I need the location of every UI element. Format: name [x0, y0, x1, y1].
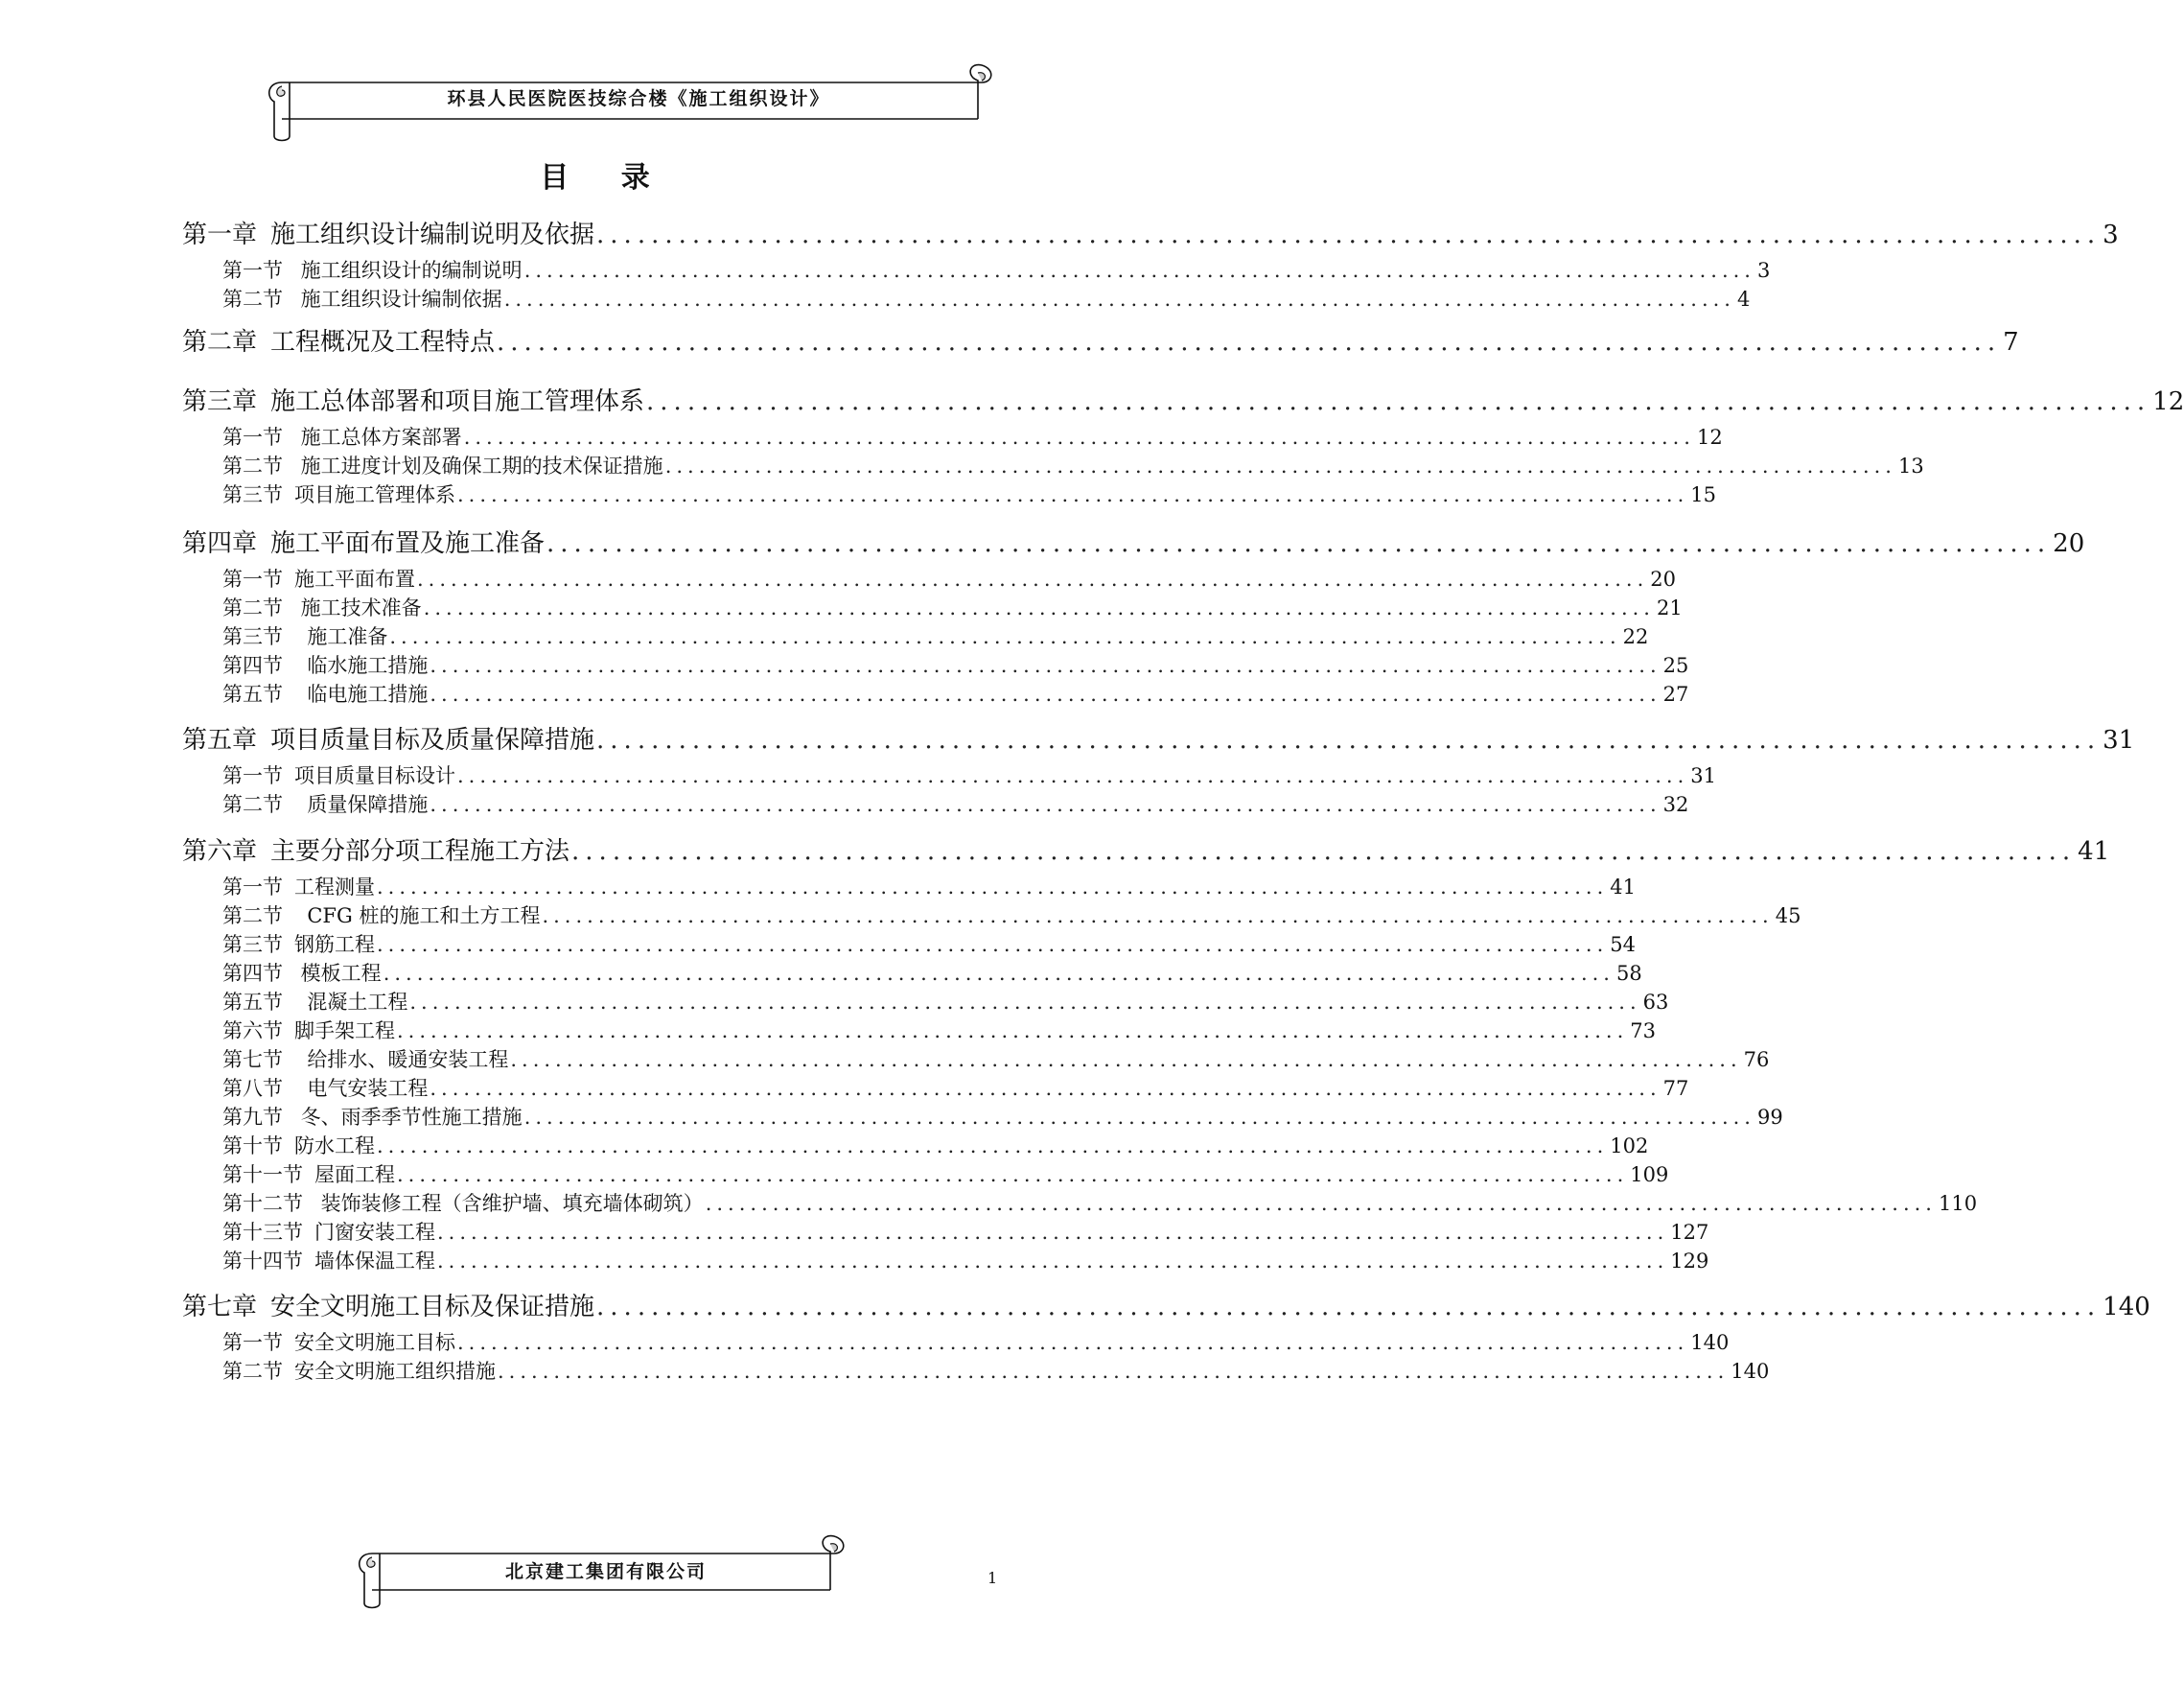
toc-entry-label: 施工技术准备: [294, 596, 422, 619]
toc-dot-leader: ..............................................................................................................: [596, 1293, 2102, 1321]
toc-page-number: 73: [1630, 1019, 1657, 1042]
toc-entry-number: 第八节: [222, 1077, 283, 1100]
toc-entry-label: 冬、雨季季节性施工措施: [294, 1106, 523, 1129]
toc-page-number: 15: [1690, 483, 1717, 506]
toc-entry-number: 第一节: [222, 764, 283, 787]
toc-section-entry[interactable]: [222, 593, 1683, 621]
toc-entry-label: 施工总体部署和项目施工管理体系: [270, 387, 645, 416]
toc-entry-number: 第二章: [182, 328, 258, 357]
toc-section-entry[interactable]: [222, 422, 1723, 451]
toc-entry-number: 第一节: [222, 1331, 283, 1354]
toc-entry-label: 临水施工措施: [294, 654, 429, 677]
toc-entry-label: 装饰装修工程（含维护墙、填充墙体砌筑）: [314, 1192, 704, 1215]
toc-chapter-entry[interactable]: [182, 382, 2184, 417]
toc-section-entry[interactable]: [222, 1327, 1730, 1356]
toc-page-number: 21: [1656, 596, 1683, 619]
toc-dot-leader: ..............................................................................................................: [457, 1331, 1689, 1354]
toc-page-number: 63: [1642, 991, 1669, 1014]
footer-company-name: 北京建工集团有限公司: [504, 1561, 707, 1582]
toc-entry-label: 防水工程: [294, 1134, 375, 1157]
toc-dot-leader: ..............................................................................................................: [437, 1221, 1669, 1244]
toc-entry-number: 第十三节: [222, 1221, 303, 1244]
toc-dot-leader: ..............................................................................................................: [523, 259, 1755, 282]
footer-banner: [351, 1530, 848, 1607]
toc-page-number: 32: [1662, 793, 1689, 816]
document-header-title: 环县人民医院医技综合楼《施工组织设计》: [447, 88, 830, 109]
toc-section-entry[interactable]: [222, 621, 1649, 650]
toc-entry-number: 第二节: [222, 1360, 283, 1383]
toc-entry-number: 第十节: [222, 1134, 283, 1157]
toc-entry-label: 安全文明施工目标及保证措施: [270, 1293, 595, 1321]
toc-page-number: 27: [1662, 683, 1689, 706]
toc-page-number: 3: [2103, 221, 2119, 249]
toc-entry-number: 第四节: [222, 654, 283, 677]
toc-entry-label: 墙体保温工程: [314, 1250, 435, 1273]
toc-entry-label: 施工总体方案部署: [294, 426, 462, 449]
toc-dot-leader: ..............................................................................................................: [498, 1360, 1730, 1383]
toc-page-number: 41: [1610, 876, 1637, 899]
toc-dot-leader: ..............................................................................................................: [571, 837, 2077, 866]
toc-page-number: 109: [1630, 1163, 1669, 1186]
toc-section-entry[interactable]: [222, 284, 1751, 313]
toc-page-number: 20: [1650, 568, 1677, 591]
toc-section-entry[interactable]: [222, 1356, 1770, 1385]
toc-dot-leader: ..............................................................................................................: [457, 764, 1689, 787]
toc-dot-leader: ..............................................................................................................: [417, 568, 1649, 591]
toc-entry-label: 施工组织设计的编制说明: [294, 259, 523, 282]
toc-page-number: 140: [1690, 1331, 1730, 1354]
toc-entry-number: 第一节: [222, 568, 283, 591]
toc-dot-leader: ..............................................................................................................: [423, 596, 1655, 619]
toc-dot-leader: ..............................................................................................................: [463, 426, 1695, 449]
toc-entry-number: 第十一节: [222, 1163, 303, 1186]
toc-dot-leader: ..............................................................................................................: [503, 288, 1735, 311]
toc-page-number: 20: [2053, 529, 2085, 558]
toc-entry-number: 第二节: [222, 288, 283, 311]
toc-entry-number: 第五节: [222, 991, 283, 1014]
toc-entry-number: 第二节: [222, 596, 283, 619]
toc-entry-label: 项目质量目标及质量保障措施: [270, 726, 595, 755]
toc-entry-label: 安全文明施工目标: [294, 1331, 455, 1354]
toc-entry-number: 第六节: [222, 1019, 283, 1042]
toc-entry-label: 门窗安装工程: [314, 1221, 435, 1244]
toc-section-entry[interactable]: [222, 679, 1689, 708]
toc-dot-leader: ..............................................................................................................: [646, 387, 2151, 416]
toc-entry-number: 第二节: [222, 904, 283, 927]
toc-entry-label: 施工组织设计编制依据: [294, 288, 502, 311]
toc-entry-label: 工程测量: [294, 876, 375, 899]
toc-entry-label: 施工组织设计编制说明及依据: [270, 221, 595, 249]
toc-entry-label: 施工平面布置: [294, 568, 415, 591]
toc-entry-number: 第二节: [222, 793, 283, 816]
page-number: 1: [987, 1569, 998, 1587]
toc-page-number: 7: [2003, 328, 2019, 357]
toc-page-number: 140: [1731, 1360, 1770, 1383]
toc-entry-number: 第一节: [222, 259, 283, 282]
toc-section-entry[interactable]: [222, 1044, 1770, 1073]
toc-page-number: 99: [1756, 1106, 1783, 1129]
toc-section-entry[interactable]: [222, 255, 1771, 284]
toc-page-number: 12: [1696, 426, 1723, 449]
toc-entry-number: 第七节: [222, 1048, 283, 1071]
toc-entry-number: 第三节: [222, 483, 283, 506]
toc-entry-label: 模板工程: [294, 962, 382, 985]
toc-page-number: 110: [1938, 1192, 1978, 1215]
toc-page-number: 31: [2103, 726, 2135, 755]
toc-entry-number: 第一节: [222, 426, 283, 449]
toc-dot-leader: ..............................................................................................................: [437, 1250, 1669, 1273]
toc-dot-leader: ..............................................................................................................: [383, 962, 1615, 985]
toc-page-number: 25: [1662, 654, 1689, 677]
toc-entry-label: 临电施工措施: [294, 683, 429, 706]
toc-entry-label: 脚手架工程: [294, 1019, 395, 1042]
toc-section-entry[interactable]: [222, 1131, 1649, 1159]
toc-dot-leader: ..............................................................................................................: [705, 1192, 1937, 1215]
toc-dot-leader: ..............................................................................................................: [377, 1134, 1609, 1157]
toc-entry-label: 施工平面布置及施工准备: [270, 529, 546, 558]
toc-dot-leader: ..............................................................................................................: [542, 904, 1774, 927]
toc-entry-number: 第十四节: [222, 1250, 303, 1273]
toc-dot-leader: ..............................................................................................................: [430, 1077, 1661, 1100]
toc-dot-leader: ..............................................................................................................: [377, 876, 1609, 899]
toc-section-entry[interactable]: [222, 1102, 1783, 1131]
toc-dot-leader: ..............................................................................................................: [430, 654, 1661, 677]
toc-entry-number: 第一节: [222, 876, 283, 899]
toc-dot-leader: ..............................................................................................................: [596, 221, 2102, 249]
toc-section-entry[interactable]: [222, 987, 1669, 1016]
toc-entry-label: 混凝土工程: [294, 991, 408, 1014]
toc-page-number: 129: [1670, 1250, 1709, 1273]
toc-dot-leader: ..............................................................................................................: [430, 793, 1661, 816]
toc-section-entry[interactable]: [222, 479, 1717, 508]
toc-entry-label: 屋面工程: [314, 1163, 395, 1186]
toc-page-number: 58: [1615, 962, 1642, 985]
toc-section-entry[interactable]: [222, 1217, 1709, 1246]
toc-section-entry[interactable]: [222, 1016, 1657, 1044]
toc-chapter-entry[interactable]: [182, 1287, 2150, 1322]
toc-section-entry[interactable]: [222, 650, 1689, 679]
toc-section-entry[interactable]: [222, 929, 1637, 958]
toc-chapter-entry[interactable]: [182, 831, 2110, 867]
toc-section-entry[interactable]: [222, 1188, 1978, 1217]
toc-entry-label: 项目质量目标设计: [294, 764, 455, 787]
toc-chapter-entry[interactable]: [182, 322, 2019, 358]
toc-entry-label: 质量保障措施: [294, 793, 429, 816]
toc-section-entry[interactable]: [222, 789, 1689, 818]
toc-section-entry[interactable]: [222, 1073, 1689, 1102]
toc-entry-label: 主要分部分项工程施工方法: [270, 837, 570, 866]
page-title: 目 录: [540, 161, 671, 195]
toc-entry-number: 第七章: [182, 1293, 258, 1321]
toc-page-number: 4: [1736, 288, 1751, 311]
toc-entry-number: 第四节: [222, 962, 283, 985]
toc-page-number: 22: [1622, 625, 1649, 648]
toc-chapter-entry[interactable]: [182, 215, 2119, 250]
toc-section-entry[interactable]: [222, 872, 1637, 900]
header-banner: [261, 63, 997, 140]
toc-entry-number: 第二节: [222, 455, 283, 478]
toc-chapter-entry[interactable]: [182, 524, 2085, 559]
toc-entry-label: 安全文明施工组织措施: [294, 1360, 496, 1383]
toc-page-number: 54: [1610, 933, 1637, 956]
toc-dot-leader: ..............................................................................................................: [397, 1163, 1629, 1186]
toc-page-number: 140: [2103, 1293, 2150, 1321]
toc-dot-leader: ..............................................................................................................: [457, 483, 1689, 506]
toc-dot-leader: ..............................................................................................................: [389, 625, 1621, 648]
toc-entry-number: 第五章: [182, 726, 258, 755]
toc-entry-label: 给排水、暖通安装工程: [294, 1048, 509, 1071]
toc-page-number: 77: [1662, 1077, 1689, 1100]
toc-dot-leader: ..............................................................................................................: [497, 328, 2002, 357]
toc-page-number: 13: [1897, 455, 1924, 478]
toc-page-number: 31: [1690, 764, 1717, 787]
toc-dot-leader: ..............................................................................................................: [377, 933, 1609, 956]
toc-page-number: 76: [1743, 1048, 1770, 1071]
toc-page-number: 102: [1610, 1134, 1649, 1157]
toc-page-number: 3: [1756, 259, 1771, 282]
toc-section-entry[interactable]: [222, 1159, 1669, 1188]
toc-entry-number: 第三节: [222, 625, 283, 648]
toc-section-entry[interactable]: [222, 760, 1717, 789]
toc-entry-number: 第六章: [182, 837, 258, 866]
toc-chapter-entry[interactable]: [182, 720, 2135, 756]
toc-entry-label: 施工进度计划及确保工期的技术保证措施: [294, 455, 663, 478]
toc-entry-label: 施工准备: [294, 625, 388, 648]
toc-entry-number: 第五节: [222, 683, 283, 706]
toc-page-number: 127: [1670, 1221, 1709, 1244]
toc-dot-leader: ..............................................................................................................: [409, 991, 1641, 1014]
toc-entry-number: 第四章: [182, 529, 258, 558]
toc-entry-label: CFG 桩的施工和土方工程: [294, 904, 541, 927]
toc-page-number: 12: [2152, 387, 2184, 416]
toc-entry-number: 第十二节: [222, 1192, 303, 1215]
toc-entry-label: 电气安装工程: [294, 1077, 429, 1100]
toc-page-number: 41: [2078, 837, 2110, 866]
toc-dot-leader: ..............................................................................................................: [596, 726, 2102, 755]
toc-entry-number: 第三节: [222, 933, 283, 956]
toc-section-entry[interactable]: [222, 451, 1924, 479]
toc-entry-number: 第三章: [182, 387, 258, 416]
toc-dot-leader: ..............................................................................................................: [664, 455, 1896, 478]
toc-section-entry[interactable]: [222, 900, 1801, 929]
toc-section-entry[interactable]: [222, 958, 1642, 987]
toc-dot-leader: ..............................................................................................................: [546, 529, 2052, 558]
toc-dot-leader: ..............................................................................................................: [523, 1106, 1755, 1129]
toc-section-entry[interactable]: [222, 1246, 1709, 1274]
toc-section-entry[interactable]: [222, 564, 1677, 593]
toc-entry-number: 第九节: [222, 1106, 283, 1129]
toc-dot-leader: ..............................................................................................................: [397, 1019, 1629, 1042]
toc-entry-label: 工程概况及工程特点: [270, 328, 496, 357]
toc-dot-leader: ..............................................................................................................: [430, 683, 1661, 706]
toc-dot-leader: ..............................................................................................................: [510, 1048, 1742, 1071]
toc-entry-label: 钢筋工程: [294, 933, 375, 956]
toc-entry-number: 第一章: [182, 221, 258, 249]
toc-page-number: 45: [1775, 904, 1801, 927]
toc-entry-label: 项目施工管理体系: [294, 483, 455, 506]
